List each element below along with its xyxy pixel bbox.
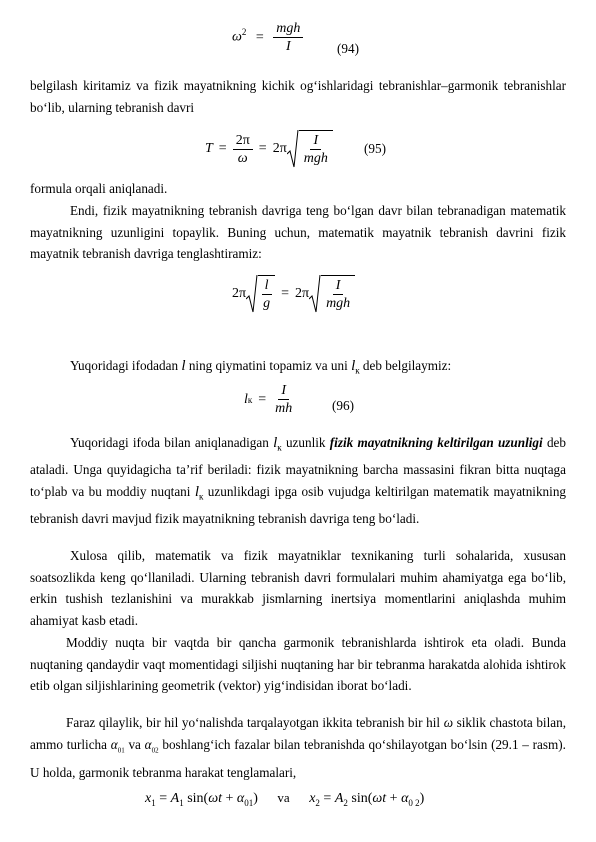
paragraph-6: Xulosa qilib, matematik va fizik mayatniklar texnikaning turli sohalarida, xususan soatsozlikda keng qo‘llaniladi. Ularning tebranish davri formulalari muhim ahamiyatga ega bo‘lib, erkin tushish tezlanishini va murakkab jismlarning inertsiya momentlarini aniqlashda muhim ahamiyat kasb etadi.	[30, 548, 566, 628]
fraction	[273, 20, 303, 55]
numerator: I	[278, 382, 289, 400]
paragraph-7: Moddiy nuqta bir vaqtda bir qancha garmonik tebranishlarda ishtirok eta oladi. Bunda nuqtaning qandaydir vaqt momentidagi siljishi nuqtaning har bir tebranma harakatda alohida ishtirok etib olgan siljishlarining geometrik (vektor) yig‘indisidan iborat bo‘ladi.	[30, 635, 566, 693]
denominator: mh	[275, 401, 293, 416]
equation-number-95: (95)	[364, 141, 386, 156]
radical-sign	[309, 275, 321, 313]
coefficient: 2π	[272, 141, 287, 156]
coefficient: 2π	[294, 286, 310, 301]
alpha-symbol: α	[110, 736, 118, 752]
period-symbol: T	[205, 141, 213, 156]
equation-94	[232, 20, 303, 55]
radical-sign	[246, 275, 258, 313]
equation-number-94: (94)	[337, 41, 359, 56]
numerator: l	[262, 277, 272, 295]
coefficient: 2π	[232, 286, 247, 301]
numerator: I	[310, 132, 321, 150]
equation-period-equality	[232, 275, 355, 313]
exponent: 2	[241, 27, 247, 38]
length-symbol: l	[244, 391, 248, 407]
fraction	[323, 277, 353, 312]
omega-symbol: ω	[443, 715, 453, 730]
equals-sign: =	[258, 141, 267, 156]
equation-95	[205, 130, 333, 168]
denominator: g	[263, 296, 271, 311]
denominator: mgh	[326, 296, 351, 311]
paragraph-4: Yuqoridagi ifodadan l ning qiymatini topamiz va uni $l_к$ deb belgilaymiz:	[70, 358, 452, 376]
fraction	[260, 277, 273, 312]
fraction	[272, 382, 295, 417]
omega-symbol: ω	[232, 29, 242, 45]
equals-sign: =	[218, 141, 227, 156]
square-root	[246, 275, 275, 313]
reduced-length-symbol: l	[351, 358, 356, 374]
alpha-symbol: α	[144, 736, 152, 752]
numerator: mgh	[273, 20, 303, 38]
paragraph-2: formula orqali aniqlanadi.	[30, 181, 168, 196]
denominator: I	[286, 39, 291, 54]
length-symbol: l	[181, 358, 186, 374]
equals-sign: =	[258, 391, 267, 407]
paragraph-3: Endi, fizik mayatnikning tebranish davriga teng bo‘lgan davr bilan tebranadigan matematik mayatnikning uzunligini topaylik. Buning uchun, matematik mayatnik tebranish davrini fizik mayatnik tebranish davriga tenglashtiramiz:	[30, 203, 566, 261]
paragraph-1: belgilash kiritamiz va fizik mayatnikning kichik og‘ishlaridagi tebranishlar–garmonik tebranishlar bo‘lib, ularning tebranish davri	[30, 78, 566, 115]
square-root	[309, 275, 355, 313]
paragraph-5: Yuqoridagi ifoda bilan aniqlanadigan $l_к$ uzunlik fizik mayatnikning keltirilgan uzunligi deb ataladi. Unga quyidagicha ta’rif beriladi: fizik mayatnikning barcha massasini fikran bitta nuqtaga to‘plab va bu moddiy nuqtani $l_к$ uzunlikdagi ipga osib vujudga keltirilgan matematik mayatnikning tebranish davri mavjud fizik mayatnikning tebranish davriga teng bo‘ladi.	[30, 435, 567, 526]
radical-sign	[287, 130, 299, 168]
numerator: 2π	[233, 132, 253, 150]
defined-term: fizik mayatnikning keltirilgan uzunligi	[329, 435, 543, 450]
reduced-length-symbol: l	[273, 435, 278, 451]
denominator: mgh	[303, 151, 328, 166]
equals-sign: =	[255, 29, 264, 45]
equation-96: l к = $\frac{I}{mh}$	[244, 382, 295, 417]
denominator: ω	[237, 150, 248, 166]
conjunction: va	[277, 790, 290, 805]
equals-sign: =	[281, 286, 289, 301]
equation-number-96: (96)	[332, 398, 354, 413]
fraction	[233, 132, 253, 167]
paragraph-8: Faraz qilaylik, bir hil yo‘nalishda tarqalayotgan ikkita tebranish bir hil ω siklik chastota bilan, ammo turlicha $\alpha_{01}$ va $\alpha_{02}$ boshlang‘ich fazalar bilan tebranishda qo‘shilayotgan bo‘lsin (29.1 – rasm). U holda, garmonik tebranma harakat tenglamalari,	[30, 715, 566, 780]
equation-harmonic-motions: $x_1 = A_1$ $\sin(\omega t + \alpha_{01})$ va $x_2 = A_2$ $\sin(\omega t + \alpha_{0 2})$	[145, 790, 425, 808]
numerator: I	[333, 277, 344, 295]
square-root	[287, 130, 333, 168]
reduced-length-symbol: l	[194, 483, 200, 500]
fraction	[301, 132, 331, 167]
